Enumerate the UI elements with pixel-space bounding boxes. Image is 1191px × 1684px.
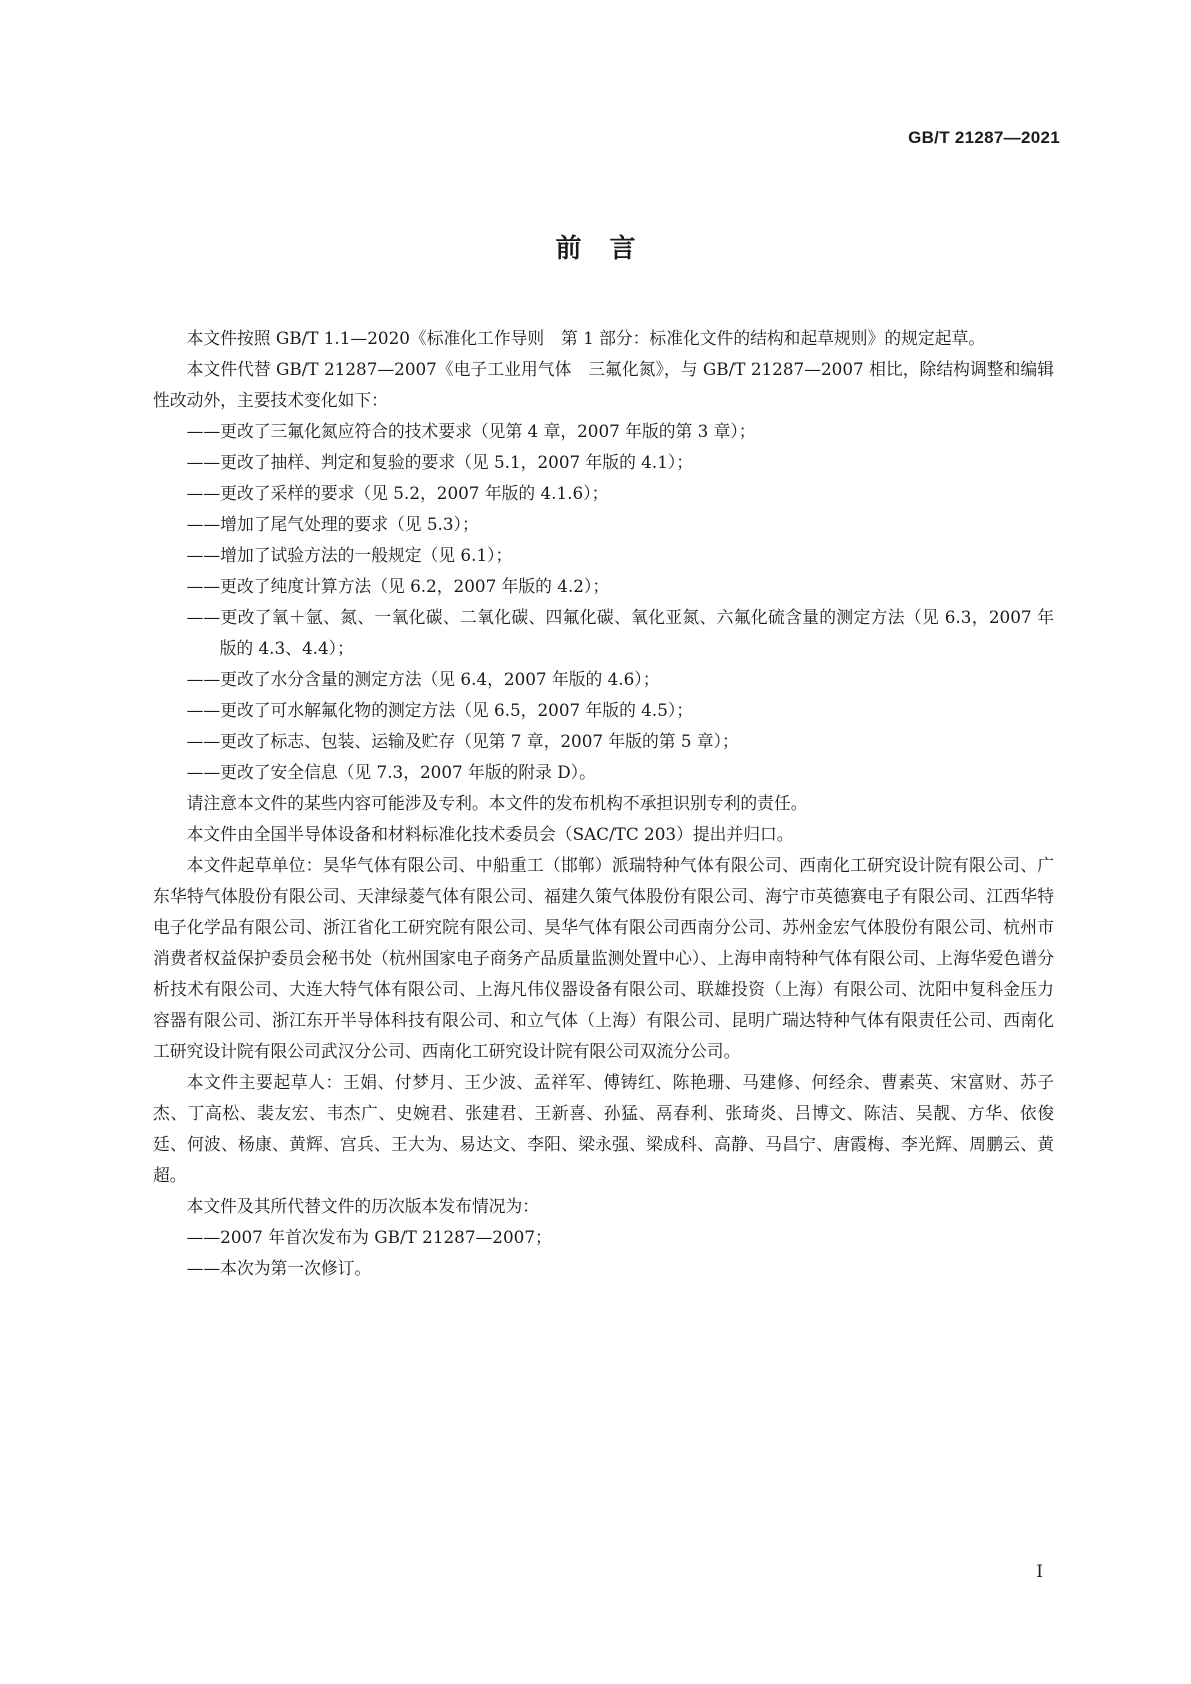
list-item: ——增加了试验方法的一般规定（见 6.1）； [186, 545, 513, 565]
list-item: ——本次为第一次修订。 [186, 1258, 372, 1278]
paragraph-drafting-units: 本文件起草单位：昊华气体有限公司、中船重工（邯郸）派瑞特种气体有限公司、西南化工研究设计院有限公司、广东华特气体股份有限公司、天津绿菱气体有限公司、福建久策气体股份有限公司、海宁市英德赛电子有限公司、江西华特电子化学品有限公司、浙江省化工研究院有限公司、昊华气体有限公司西南分公司、苏州金宏气体股份有限公司、杭州市消费者权益保护委员会秘书处（杭州国家电子商务产品质量监测处置中心）、上海申南特种气体有限公司、上海华爱色谱分析技术有限公司、大连大特气体有限公司、上海凡伟仪器设备有限公司、联雄投资（上海）有限公司、沈阳中复科金压力容器有限公司、浙江东开半导体科技有限公司、和立气体（上海）有限公司、昆明广瑞达特种气体有限责任公司、西南化工研究设计院有限公司武汉分公司、西南化工研究设计院有限公司双流分公司。 [153, 855, 1054, 1061]
version-history-list [153, 1222, 1054, 1284]
list-item: ——更改了纯度计算方法（见 6.2，2007 年版的 4.2）； [186, 576, 610, 596]
technical-changes-list [153, 416, 1054, 788]
paragraph-committee: 本文件由全国半导体设备和材料标准化技术委员会（SAC/TC 203）提出并归口。 [186, 824, 794, 844]
paragraph-patent-notice: 请注意本文件的某些内容可能涉及专利。本文件的发布机构不承担识别专利的责任。 [186, 793, 808, 813]
page-number: I [1036, 1562, 1043, 1582]
list-item: ——更改了三氟化氮应符合的技术要求（见第 4 章，2007 年版的第 3 章）； [186, 421, 756, 441]
paragraph-replacement: 本文件代替 GB/T 21287—2007《电子工业用气体 三氟化氮》，与 GB/T 21287—2007 相比，除结构调整和编辑性改动外，主要技术变化如下： [153, 359, 1054, 410]
list-item: ——更改了采样的要求（见 5.2，2007 年版的 4.1.6）； [186, 483, 609, 503]
paragraph-drafters: 本文件主要起草人：王娟、付梦月、王少波、孟祥军、傅铸红、陈艳珊、马建修、何经余、曹素英、宋富财、苏子杰、丁高松、裴友宏、韦杰广、史婉君、张建君、王新喜、孙猛、鬲春利、张琦炎、吕博文、陈洁、吴靓、方华、依俊廷、何波、杨康、黄辉、宫兵、王大为、易达文、李阳、梁永强、梁成科、高静、马昌宁、唐霞梅、李光辉、周鹏云、黄超。 [153, 1072, 1054, 1185]
standard-code: GB/T 21287—2021 [908, 128, 1060, 147]
list-item: ——更改了水分含量的测定方法（见 6.4，2007 年版的 4.6）； [186, 669, 660, 689]
list-item: ——更改了抽样、判定和复验的要求（见 5.1，2007 年版的 4.1）； [186, 452, 694, 472]
list-item: ——更改了可水解氟化物的测定方法（见 6.5，2007 年版的 4.5）； [186, 700, 694, 720]
list-item: ——增加了尾气处理的要求（见 5.3）； [186, 514, 479, 534]
page-title: 前言 [555, 234, 664, 264]
list-item: ——更改了标志、包装、运输及贮存（见第 7 章，2007 年版的第 5 章）； [186, 731, 739, 751]
document-body [153, 323, 1054, 1284]
paragraph-history-intro: 本文件及其所代替文件的历次版本发布情况为： [186, 1196, 540, 1216]
list-item: ——更改了氧＋氩、氮、一氧化碳、二氧化碳、四氟化碳、氧化亚氮、六氟化硫含量的测定方法（见 6.3，2007 年版的 4.3、4.4）； [186, 607, 1054, 658]
list-item: ——2007 年首次发布为 GB/T 21287—2007； [186, 1227, 552, 1247]
paragraph-drafting-rules: 本文件按照 GB/T 1.1—2020《标准化工作导则 第 1 部分：标准化文件的结构和起草规则》的规定起草。 [186, 328, 986, 348]
list-item: ——更改了安全信息（见 7.3，2007 年版的附录 D）。 [186, 762, 596, 782]
